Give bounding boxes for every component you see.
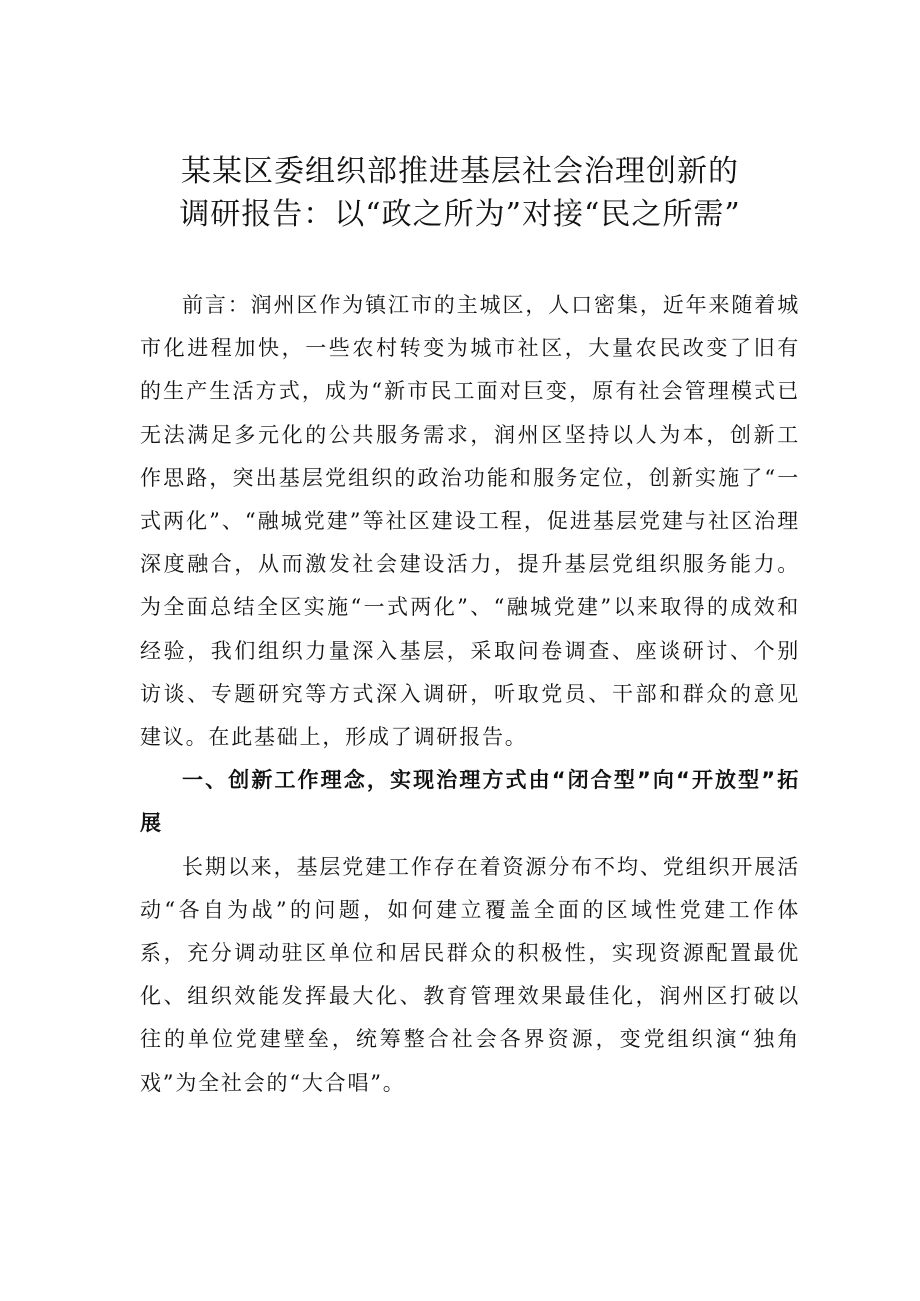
document-body [140,284,800,1105]
title-line-2: 调研报告：以“政之所为”对接“民之所需” [179,197,741,232]
preface-paragraph: 前言：润州区作为镇江市的主城区，人口密集，近年来随着城市化进程加快，一些农村转变为城市社区，大量农民改变了旧有的生产生活方式，成为“新市民工面对巨变，原有社会管理模式已无法满足多元化的公共服务需求，润州区坚持以人为本，创新工作思路，突出基层党组织的政治功能和服务定位，创新实施了“一式两化”、“融城党建”等社区建设工程，促进基层党建与社区治理深度融合，从而激发社会建设活力，提升基层党组织服务能力。为全面总结全区实施“一式两化”、“融城党建”以来取得的成效和经验，我们组织力量深入基层，采取问卷调查、座谈研讨、个别访谈、专题研究等方式深入调研，听取党员、干部和群众的意见建议。在此基础上，形成了调研报告。 [140,293,800,750]
document-title [120,150,800,236]
section-1-heading: 一、创新工作理念，实现治理方式由“闭合型”向“开放型”拓展 [140,768,800,836]
section-1-paragraph: 长期以来，基层党建工作存在着资源分布不均、党组织开展活动“各自为战”的问题，如何建立覆盖全面的区域性党建工作体系，充分调动驻区单位和居民群众的积极性，实现资源配置最优化、组织效能发挥最大化、教育管理效果最佳化，润州区打破以往的单位党建壁垒，统筹整合社会各界资源，变党组织演“独角戏”为全社会的“大合唱”。 [140,854,800,1095]
title-line-1: 某某区委组织部推进基层社会治理创新的 [181,154,739,189]
